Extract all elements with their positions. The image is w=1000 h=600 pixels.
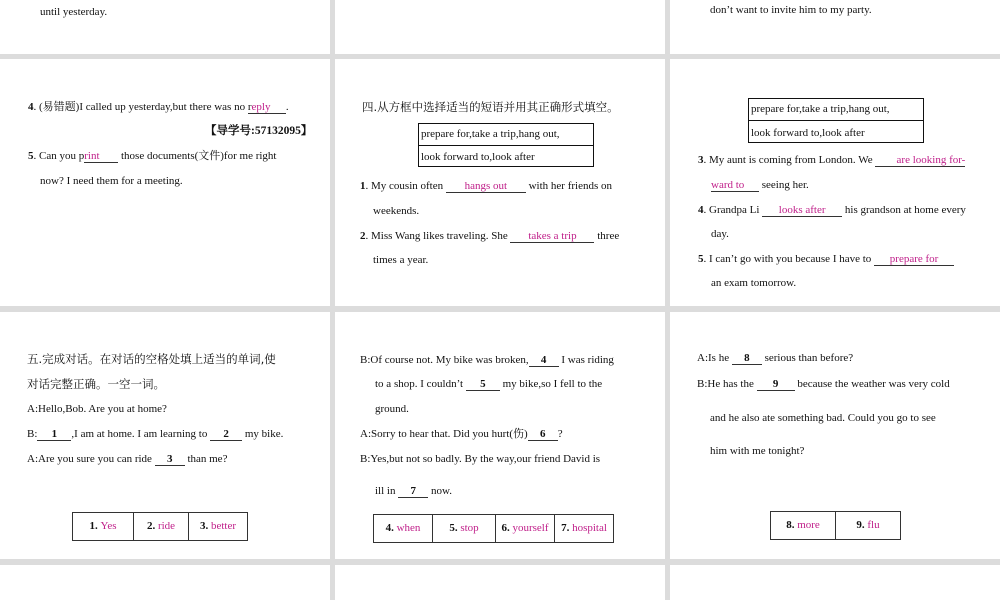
question-5-prepare-for	[698, 252, 954, 266]
dialogue-text: A:Is he	[697, 352, 732, 364]
answer-table-8-9	[770, 511, 901, 540]
answer-cell-2	[134, 513, 189, 540]
answer-word: more	[797, 519, 820, 531]
question-text-end: his grandson at home every	[842, 204, 966, 216]
question-5-print	[28, 149, 276, 163]
blank-3: 3	[155, 453, 185, 466]
dialogue-text: ill in	[375, 485, 399, 497]
blank-6: 6	[528, 428, 558, 441]
answer-number: 8.	[786, 519, 798, 531]
question-text-end: three	[594, 230, 620, 242]
blank-1: 1	[37, 428, 71, 441]
blank-2: 2	[210, 428, 242, 441]
answer-number: 6.	[501, 522, 513, 534]
text-until-yesterday: until yesterday.	[40, 6, 108, 18]
question-4-reply	[28, 100, 289, 114]
answer-blank: takes a trip	[510, 230, 594, 243]
panel-footer-right	[670, 565, 1000, 600]
answer-number: 2.	[146, 520, 158, 532]
panel-footer-center	[335, 565, 665, 600]
question-text: . I can’t go with you because I have to	[703, 253, 875, 265]
answer-cell-3	[189, 513, 247, 540]
answer-blank: are looking for-	[875, 154, 965, 167]
question-number: 1	[360, 180, 366, 192]
dialogue-line-a3	[360, 427, 563, 441]
answer-word: stop	[460, 522, 479, 534]
question-text: . (易错题)I called up yesterday,but there was no	[33, 101, 248, 113]
question-1-hang-out	[360, 179, 612, 193]
question-text: . Miss Wang likes traveling. She	[365, 230, 511, 242]
dialogue-text-end: now.	[428, 485, 452, 497]
answer-blank-continued: ward to	[711, 179, 759, 192]
answer-number: 1.	[89, 520, 101, 532]
dialogue-line-b4	[697, 377, 950, 391]
question-number: 4	[698, 204, 704, 216]
question-number: 4	[28, 101, 34, 113]
answer-number: 4.	[385, 522, 397, 534]
question-1-line2: weekends.	[373, 205, 420, 217]
blank-8: 8	[732, 352, 762, 365]
dialogue-line-b3: B:Yes,but not so badly. By the way,our friend David is	[360, 453, 601, 465]
phrase-box-right	[748, 98, 924, 143]
blank-9: 9	[757, 378, 795, 391]
answer-cell-1	[73, 513, 134, 540]
question-3-line2	[711, 178, 809, 192]
dialogue-line-b4-cont1: and he also ate something bad. Could you go to see	[710, 412, 936, 424]
dialogue-text-end: because the weather was very cold	[794, 378, 950, 390]
question-5-line2: now? I need them for a meeting.	[40, 175, 183, 187]
dialogue-text: B:He has the	[697, 378, 757, 390]
answer-blank: looks after	[762, 204, 842, 217]
answer-text: eply	[251, 101, 271, 113]
question-number: 5	[28, 150, 34, 162]
phrase-box-divider	[749, 120, 923, 121]
answer-word: better	[210, 520, 237, 532]
answer-blank	[248, 101, 286, 114]
section-4-heading: 四.从方框中选择适当的短语并用其正确形式填空。	[362, 100, 619, 114]
blank-7: 7	[398, 485, 428, 498]
dialogue-line-ground: ground.	[375, 403, 409, 415]
answer-table-4-7	[373, 514, 614, 543]
phrase-box-line2: look forward to,look after	[751, 127, 865, 139]
dialogue-line-b1	[27, 427, 283, 441]
answer-blank: rint	[84, 150, 118, 163]
question-4-line2: day.	[711, 228, 729, 240]
phrase-box-line1: prepare for,take a trip,hang out,	[751, 103, 890, 115]
dialogue-line-b2	[360, 353, 614, 367]
dialogue-text: ,I am at home. I am learning to	[71, 428, 211, 440]
answer-cell-5	[433, 515, 496, 542]
answer-table-1-3	[72, 512, 248, 541]
question-2-take-trip	[360, 229, 619, 243]
dialogue-text: A:Sorry to hear that. Did you hurt(伤)	[360, 428, 528, 440]
dialogue-text-end: my bike.	[242, 428, 284, 440]
answer-blank: hangs out	[446, 180, 526, 193]
dialogue-line-a4	[697, 351, 853, 365]
answer-number: 7.	[561, 522, 573, 534]
answer-number: 9.	[856, 519, 868, 531]
dialogue-text-end: ?	[557, 428, 563, 440]
dialogue-text-end: serious than before?	[761, 352, 854, 364]
guide-number: 【导学号:57132095】	[205, 125, 313, 137]
phrase-box-line2: look forward to,look after	[421, 151, 535, 163]
question-text-end: with her friends on	[525, 180, 613, 192]
question-text-end: .	[285, 101, 289, 113]
dialogue-line-b3-cont	[375, 484, 452, 498]
hint-letter: r	[247, 101, 252, 113]
answer-number: 5.	[449, 522, 461, 534]
dialogue-line-b4-cont2: him with me tonight?	[710, 445, 805, 457]
question-3-look-forward	[698, 153, 965, 167]
answer-cell-6	[496, 515, 555, 542]
question-2-line2: times a year.	[373, 254, 429, 266]
answer-blank: prepare for	[874, 253, 954, 266]
text-party: don’t want to invite him to my party.	[710, 4, 872, 16]
answer-cell-8	[771, 512, 836, 539]
phrase-box-divider	[419, 145, 593, 146]
question-number: 2	[360, 230, 366, 242]
answer-word: flu	[867, 519, 880, 531]
dialogue-text: to a shop. I couldn’t	[375, 378, 466, 390]
dialogue-line-b2-cont	[375, 377, 602, 391]
speaker-label: B:	[27, 428, 38, 440]
answer-word: yourself	[512, 522, 549, 534]
dialogue-text-end: my bike,so I fell to the	[499, 378, 603, 390]
question-text: . My aunt is coming from London. We	[703, 154, 876, 166]
section-5-heading-line2: 对话完整正确。一空一词。	[27, 377, 165, 391]
answer-word: hospital	[572, 522, 607, 534]
dialogue-text-end: I was riding	[558, 354, 614, 366]
panel-top-center	[335, 0, 665, 54]
question-text: . My cousin often	[365, 180, 446, 192]
question-text-end: those documents(文件)for me right	[118, 150, 277, 162]
dialogue-line-a2	[27, 452, 227, 466]
question-4-look-after	[698, 203, 966, 217]
question-number: 3	[698, 154, 704, 166]
answer-number: 3.	[199, 520, 211, 532]
answer-word: when	[396, 522, 421, 534]
phrase-box	[418, 123, 594, 167]
answer-cell-9	[836, 512, 900, 539]
answer-cell-7	[555, 515, 613, 542]
phrase-box-line1: prepare for,take a trip,hang out,	[421, 128, 560, 140]
dialogue-text-end: than me?	[184, 453, 228, 465]
question-text: . Grandpa Li	[703, 204, 763, 216]
blank-5: 5	[466, 378, 500, 391]
dialogue-line-a1: A:Hello,Bob. Are you at home?	[27, 403, 167, 415]
dialogue-text: A:Are you sure you can ride	[27, 453, 155, 465]
blank-4: 4	[529, 354, 559, 367]
question-text-end: seeing her.	[759, 179, 809, 191]
question-number: 5	[698, 253, 704, 265]
question-text: . Can you p	[33, 150, 85, 162]
section-5-heading-line1: 五.完成对话。在对话的空格处填上适当的单词,使	[27, 352, 276, 366]
answer-cell-4	[374, 515, 433, 542]
dialogue-text: B:Of course not. My bike was broken,	[360, 354, 529, 366]
answer-word: ride	[157, 520, 176, 532]
panel-footer-left	[0, 565, 330, 600]
question-5-line2: an exam tomorrow.	[711, 277, 797, 289]
answer-word: Yes	[100, 520, 117, 532]
